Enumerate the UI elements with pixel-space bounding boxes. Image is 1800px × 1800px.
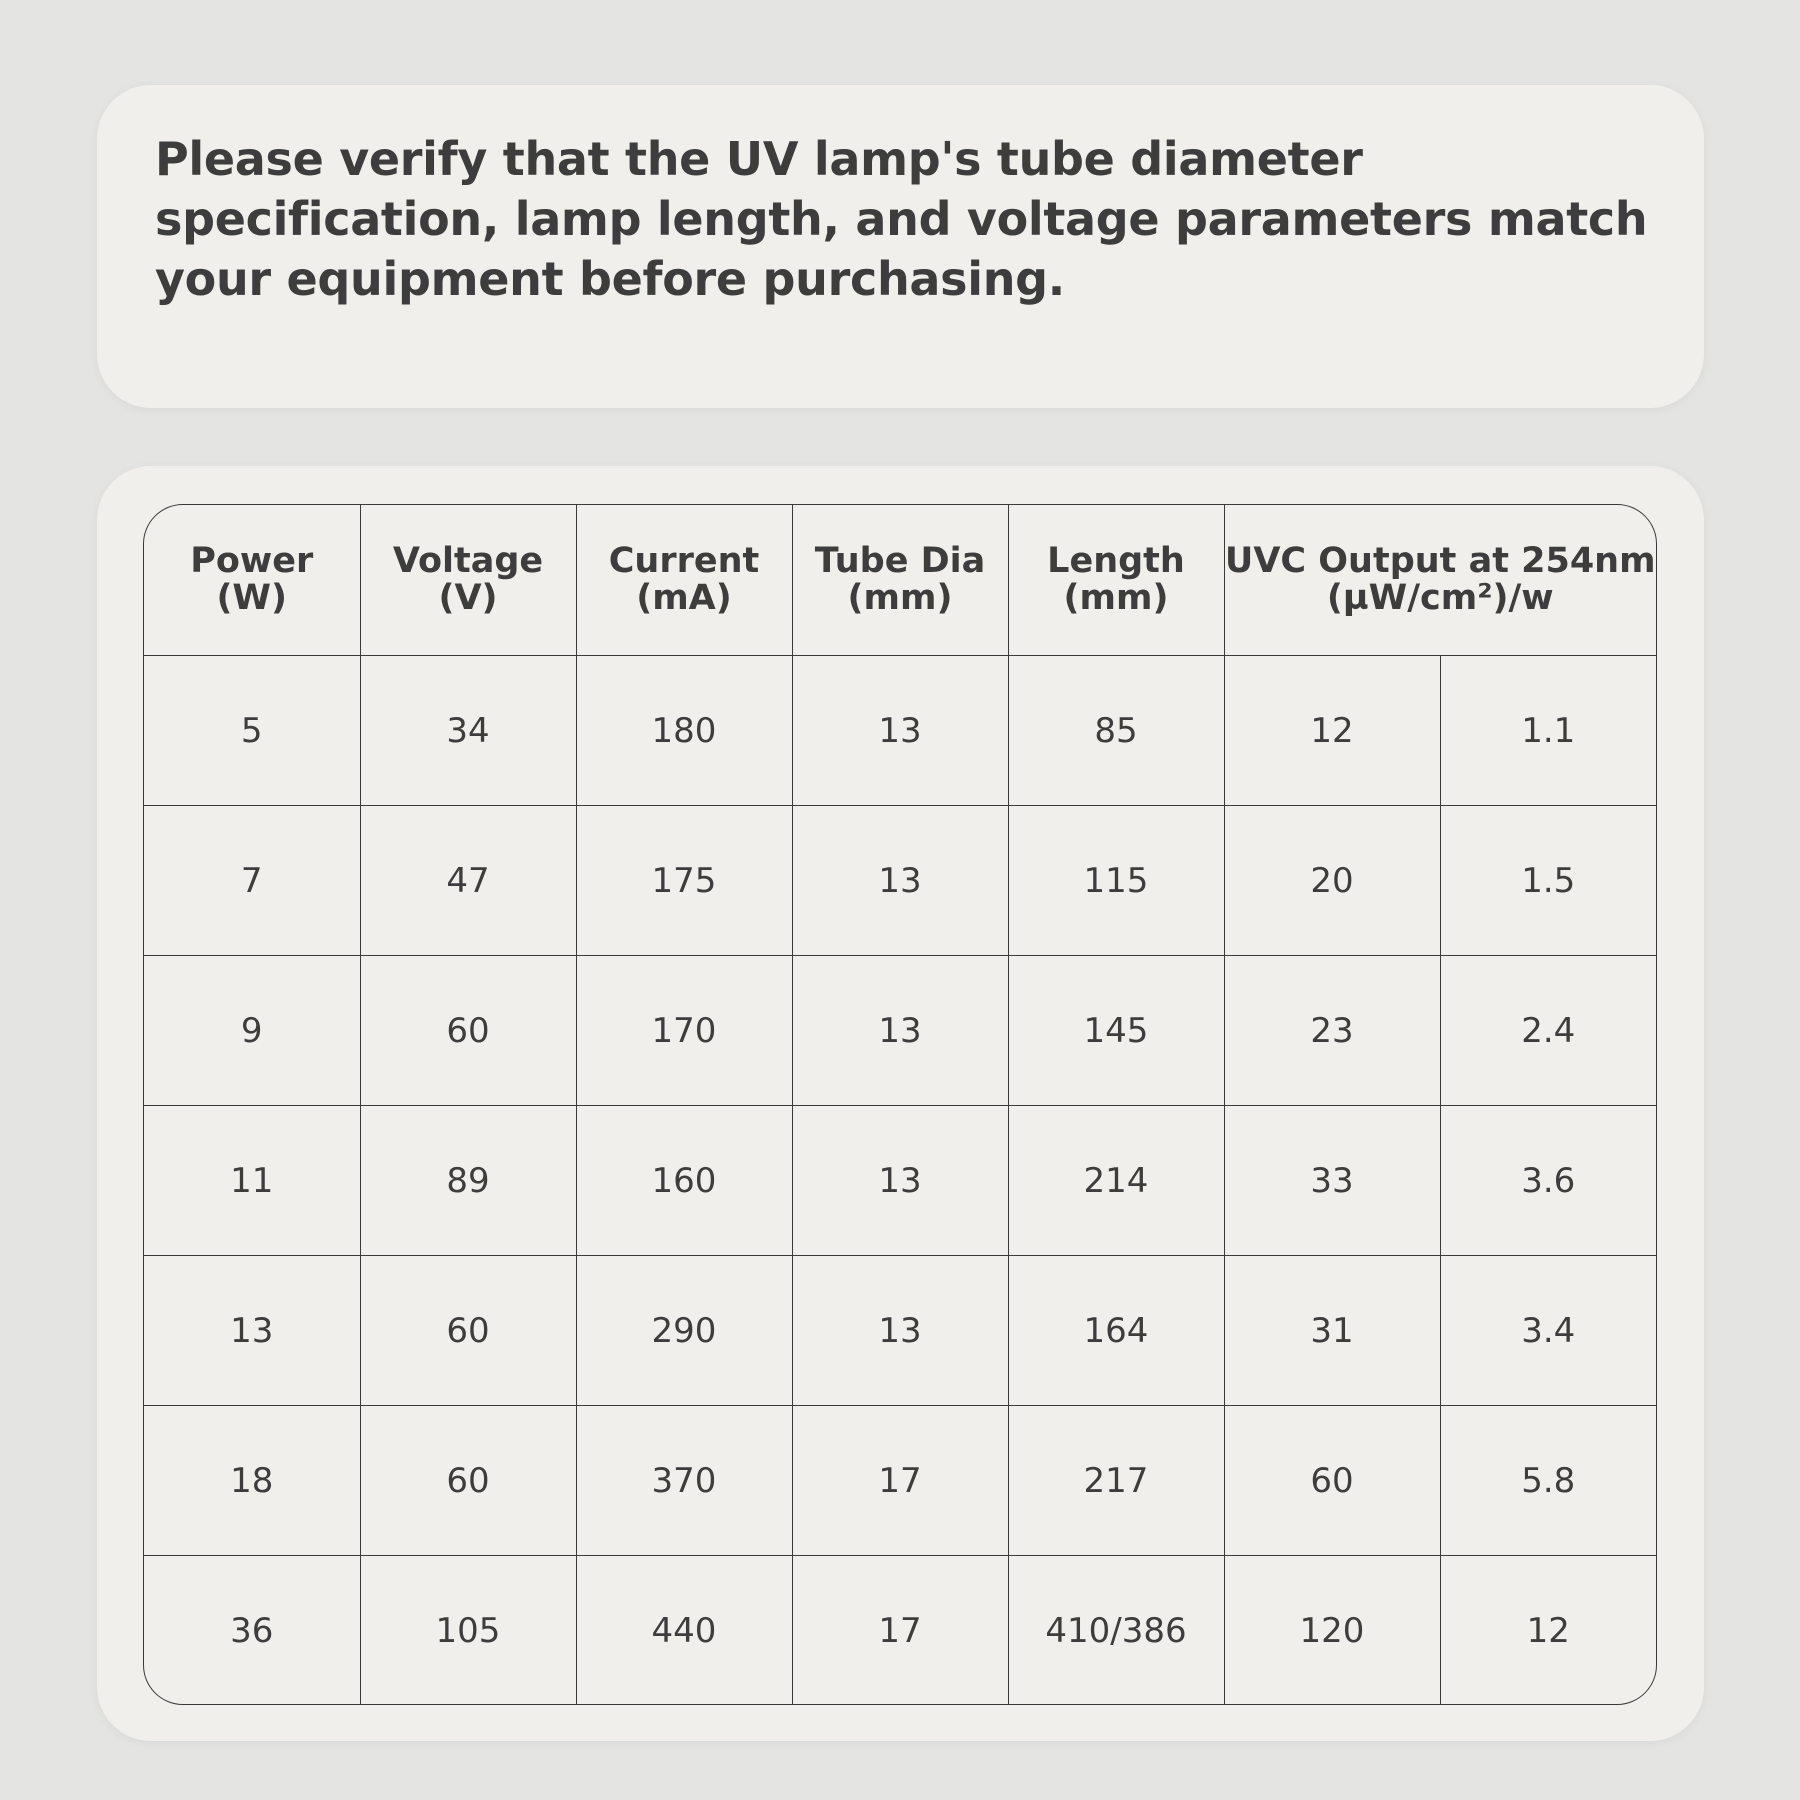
table-cell: 410/386 <box>1008 1556 1224 1706</box>
table-row <box>144 956 1656 1106</box>
table-cell: 12 <box>1440 1556 1656 1706</box>
table-cell: 60 <box>360 1406 576 1556</box>
table-cell: 60 <box>360 1256 576 1406</box>
header-uvc-output <box>1224 505 1656 656</box>
header-unit: (mm) <box>1063 578 1169 618</box>
table-cell: 175 <box>576 806 792 956</box>
table-cell: 47 <box>360 806 576 956</box>
table-cell: 180 <box>576 656 792 806</box>
table-cell: 23 <box>1224 956 1440 1106</box>
table-cell: 214 <box>1008 1106 1224 1256</box>
table-cell: 170 <box>576 956 792 1106</box>
table-cell: 160 <box>576 1106 792 1256</box>
table-cell: 2.4 <box>1440 956 1656 1106</box>
header-label: Voltage <box>392 541 544 581</box>
table-cell: 33 <box>1224 1106 1440 1256</box>
table-row <box>144 806 1656 956</box>
table-row <box>144 656 1656 806</box>
header-unit: (mA) <box>636 578 732 618</box>
header-power <box>144 505 360 656</box>
header-length <box>1008 505 1224 656</box>
table-row <box>144 1556 1656 1706</box>
table-cell: 7 <box>144 806 360 956</box>
table-row <box>144 1406 1656 1556</box>
table-cell: 34 <box>360 656 576 806</box>
header-label: Tube Dia <box>814 541 986 581</box>
table-cell: 13 <box>144 1256 360 1406</box>
header-label: Power <box>190 541 314 581</box>
table-cell: 11 <box>144 1106 360 1256</box>
table-row <box>144 1106 1656 1256</box>
table-cell: 31 <box>1224 1256 1440 1406</box>
header-unit: (µW/cm²)/w <box>1326 578 1554 618</box>
table-cell: 60 <box>1224 1406 1440 1556</box>
table-cell: 145 <box>1008 956 1224 1106</box>
spec-table <box>144 505 1656 1705</box>
spec-table-card <box>97 466 1704 1741</box>
table-cell: 12 <box>1224 656 1440 806</box>
table-cell: 5.8 <box>1440 1406 1656 1556</box>
header-label: Length <box>1047 541 1185 581</box>
table-cell: 164 <box>1008 1256 1224 1406</box>
table-cell: 3.4 <box>1440 1256 1656 1406</box>
table-cell: 1.1 <box>1440 656 1656 806</box>
header-label: UVC Output at 254nm <box>1224 541 1656 581</box>
header-tube-dia <box>792 505 1008 656</box>
table-cell: 20 <box>1224 806 1440 956</box>
spec-table-frame <box>143 504 1657 1705</box>
table-cell: 120 <box>1224 1556 1440 1706</box>
header-row <box>144 505 1656 656</box>
header-unit: (V) <box>438 578 498 618</box>
header-current <box>576 505 792 656</box>
table-row <box>144 1256 1656 1406</box>
table-cell: 290 <box>576 1256 792 1406</box>
table-cell: 85 <box>1008 656 1224 806</box>
header-unit: (mm) <box>847 578 953 618</box>
notice-card <box>97 85 1704 408</box>
table-cell: 1.5 <box>1440 806 1656 956</box>
header-label: Current <box>608 541 760 581</box>
table-cell: 13 <box>792 806 1008 956</box>
table-cell: 115 <box>1008 806 1224 956</box>
table-cell: 217 <box>1008 1406 1224 1556</box>
table-cell: 17 <box>792 1556 1008 1706</box>
table-cell: 3.6 <box>1440 1106 1656 1256</box>
table-cell: 89 <box>360 1106 576 1256</box>
table-cell: 13 <box>792 656 1008 806</box>
table-cell: 9 <box>144 956 360 1106</box>
table-cell: 370 <box>576 1406 792 1556</box>
table-body <box>144 656 1656 1706</box>
header-voltage <box>360 505 576 656</box>
header-unit: (W) <box>216 578 288 618</box>
table-cell: 13 <box>792 1256 1008 1406</box>
table-cell: 60 <box>360 956 576 1106</box>
table-cell: 17 <box>792 1406 1008 1556</box>
table-cell: 36 <box>144 1556 360 1706</box>
table-cell: 5 <box>144 656 360 806</box>
table-cell: 18 <box>144 1406 360 1556</box>
table-cell: 440 <box>576 1556 792 1706</box>
table-cell: 13 <box>792 1106 1008 1256</box>
table-cell: 105 <box>360 1556 576 1706</box>
notice-text: Please verify that the UV lamp's tube diameter specification, lamp length, and voltage parameters match your equipment before purchasing. <box>155 132 1648 306</box>
table-cell: 13 <box>792 956 1008 1106</box>
